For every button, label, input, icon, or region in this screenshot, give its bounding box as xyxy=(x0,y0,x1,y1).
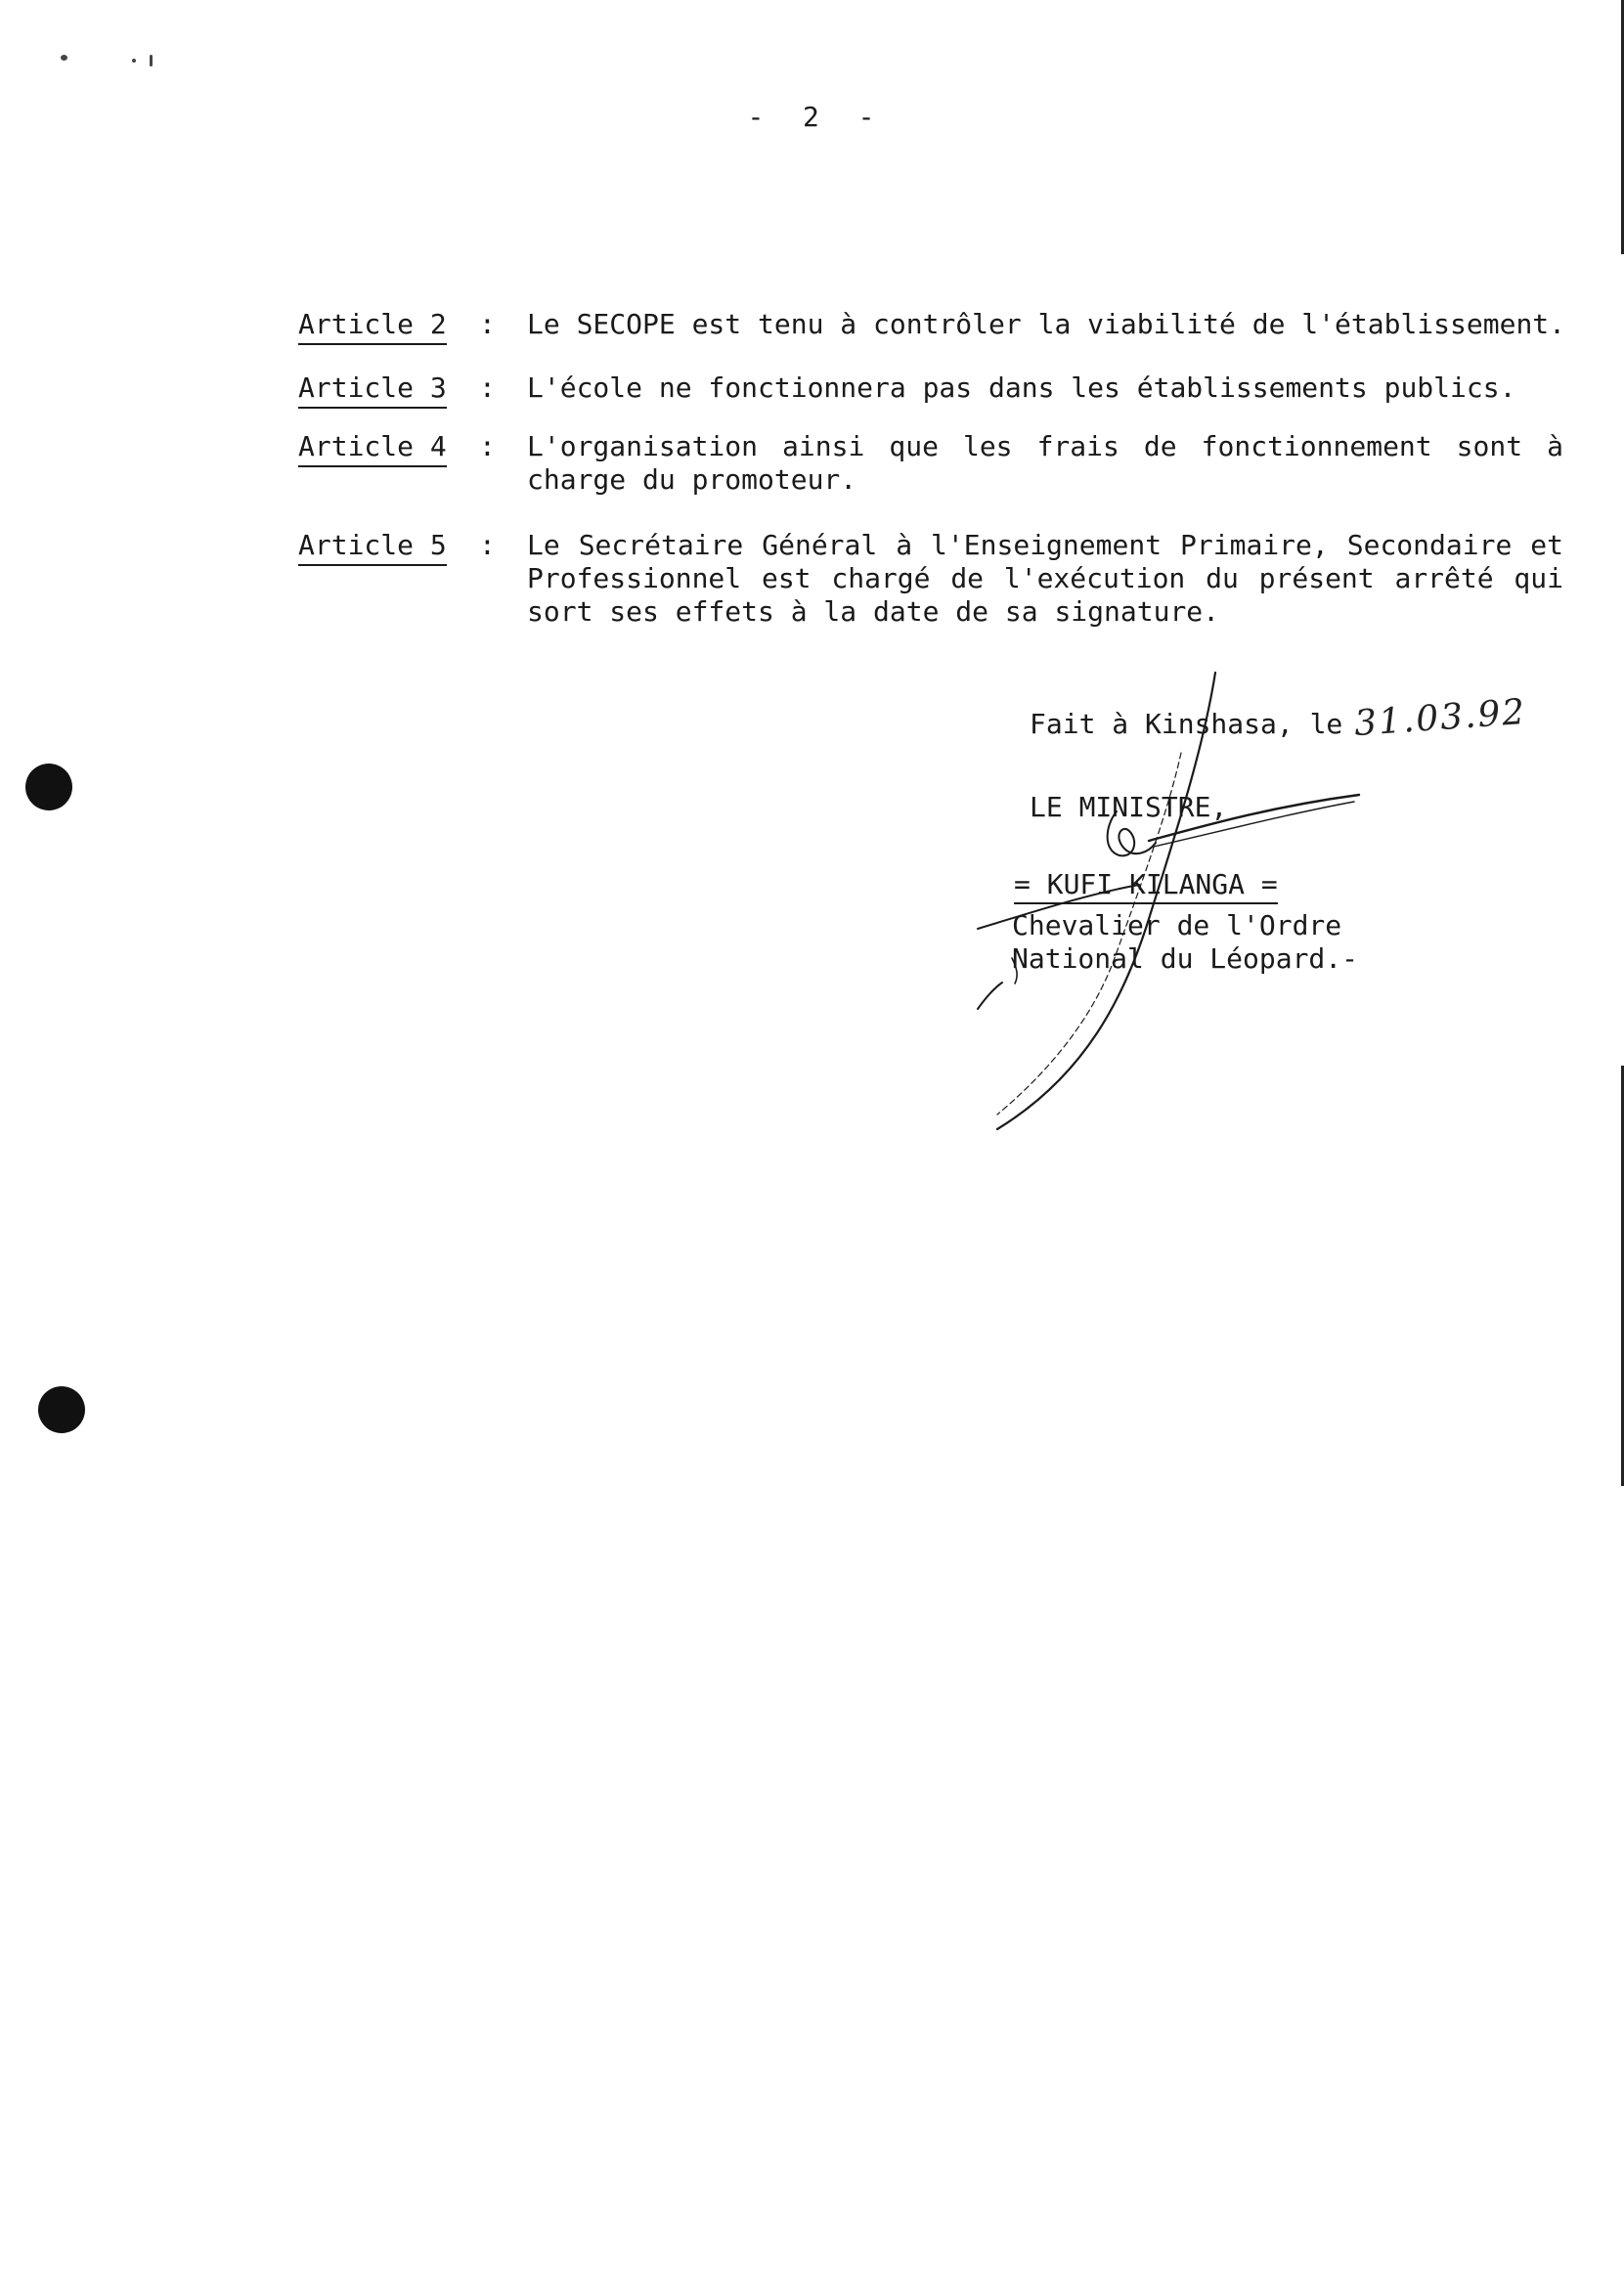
article-text-line: charge du promoteur. xyxy=(527,463,857,496)
article-label: Article 2 xyxy=(298,308,447,345)
article-text-line: Le Secrétaire Général à l'Enseignement Primaire, Secondaire et xyxy=(527,529,1563,561)
article-label: Article 5 xyxy=(298,529,447,566)
punch-hole-upper xyxy=(25,764,72,810)
handwritten-date: 31.03.92 xyxy=(1352,691,1528,745)
article-text-line: sort ses effets à la date de sa signature. xyxy=(527,595,1220,628)
article-text-line: Professionnel est chargé de l'exécution du présent arrêté qui xyxy=(527,562,1563,594)
signature-icon xyxy=(939,665,1388,1134)
article-colon: : xyxy=(479,529,496,561)
scan-speck xyxy=(132,59,136,63)
punch-hole-lower xyxy=(38,1386,85,1433)
distinction-line: National du Léopard.- xyxy=(1012,942,1359,975)
place-date-line: Fait à Kinshasa, le xyxy=(1030,708,1343,740)
article-text xyxy=(527,529,1563,629)
article-colon: : xyxy=(479,308,496,340)
article-text xyxy=(527,430,1563,497)
scan-speck xyxy=(150,55,153,66)
article-colon: : xyxy=(479,372,496,404)
article-text-line: L'organisation ainsi que les frais de fonctionnement sont à xyxy=(527,430,1563,462)
distinction-line: Chevalier de l'Ordre xyxy=(1012,909,1342,941)
article-colon: : xyxy=(479,430,496,462)
minister-title: LE MINISTRE, xyxy=(1030,791,1228,823)
article-label: Article 4 xyxy=(298,430,447,467)
article-text-line: Le SECOPE est tenu à contrôler la viabilité de l'établissement. xyxy=(527,308,1566,340)
scan-speck xyxy=(61,55,67,61)
article-text-line: L'école ne fonctionnera pas dans les établissements publics. xyxy=(527,372,1516,404)
article-text xyxy=(527,308,1566,341)
minister-name: = KUFI KILANGA = xyxy=(1014,868,1278,904)
article-label: Article 3 xyxy=(298,372,447,409)
page-number: - 2 - xyxy=(747,101,877,133)
article-text xyxy=(527,372,1563,405)
